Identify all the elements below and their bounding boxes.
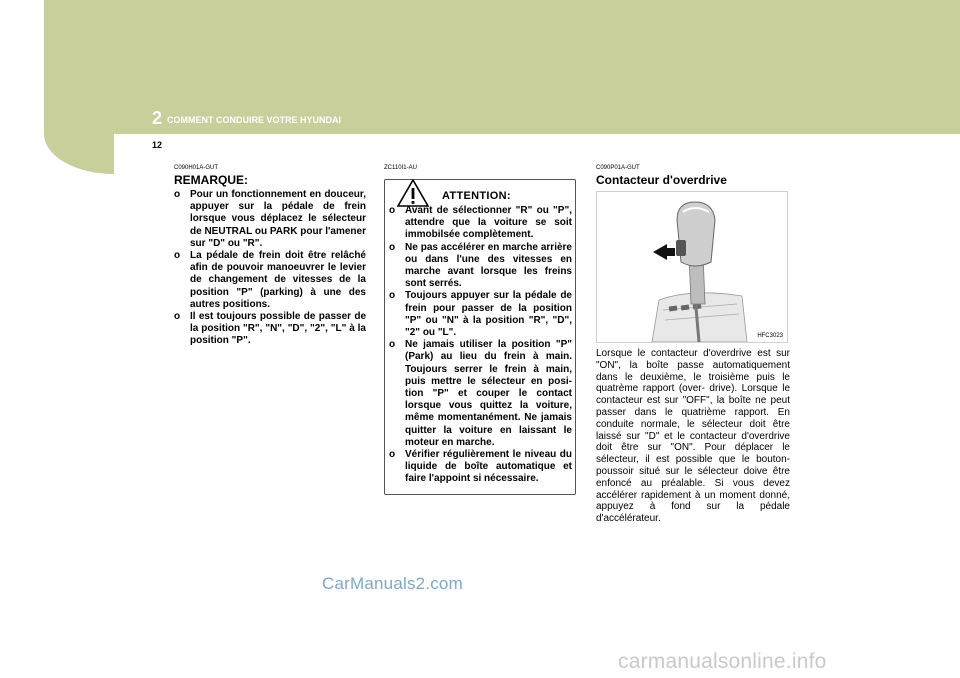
header-band-curve (44, 134, 114, 174)
list-item-text: Avant de sélectionner "R" ou "P", attendre que la voiture se soit immobilsée complètement. (405, 205, 572, 241)
bullet: o (174, 250, 181, 262)
bullet: o (389, 449, 396, 461)
bullet: o (174, 189, 181, 200)
gear-selector-figure (596, 191, 788, 343)
section-code: C090P01A-GUT (596, 165, 640, 171)
bullet: o (389, 290, 396, 302)
list-item (389, 205, 572, 242)
list-item (174, 311, 366, 348)
gear-selector-illustration (597, 192, 787, 342)
list-item-text: Vérifier régulièrement le niveau du liquide de boîte automatique et faire l'appoint si nécessaire. (405, 449, 572, 485)
bullet: o (389, 205, 396, 216)
watermark-carmanualsonline: carmanualsonline.info (618, 650, 827, 673)
list-item-text: Il est toujours possible de passer de la position "R", "N", "D", "2", "L" à la position "P". (190, 311, 366, 347)
overdrive-column (596, 164, 790, 525)
figure-code: HFC3023 (757, 333, 783, 339)
list-item (389, 290, 572, 339)
list-item-text: Ne pas accélérer en marche arrière ou dans l'une des vitesses en marche avant lorsque les freins sont serrés. (405, 241, 572, 290)
warning-title: ATTENTION: (442, 190, 511, 202)
list-item (389, 449, 572, 486)
remark-heading: REMARQUE: (174, 173, 248, 187)
section-code: C090H01A-GUT (174, 165, 219, 171)
chapter-title: COMMENT CONDUIRE VOTRE HYUNDAI (167, 115, 342, 125)
list-item (174, 189, 366, 250)
chapter-number: 2 (152, 108, 163, 128)
warning-list (389, 205, 572, 486)
bullet: o (174, 311, 181, 323)
watermark-carmanuals2: CarManuals2.com (322, 574, 463, 593)
list-item-text: Pour un fonctionnement en douceur, appuyer sur la pédale de frein lorsque vous déplacez le sélecteur de NEUTRAL ou PARK pour l'amener sur "D" ou "R". (190, 189, 366, 249)
list-item-text: La pédale de frein doit être relâché afin de pouvoir manoeuvrer le levier de changement de vitesses de la position "P" (parking) à une des autres positions. (190, 250, 366, 310)
overdrive-heading: Contacteur d'overdrive (596, 173, 727, 187)
warning-column (384, 164, 576, 495)
warning-triangle-icon (397, 179, 429, 207)
header-band (44, 0, 960, 134)
list-item-text: Toujours appuyer sur la pédale de frein pour passer de la position "P" ou "N" à la position "R", "D", "2" ou "L". (405, 290, 572, 339)
bullet: o (389, 339, 396, 351)
bullet: o (389, 241, 396, 253)
warning-box (384, 179, 576, 495)
section-code: ZC110I1-AU (384, 165, 417, 171)
page-number: 12 (152, 140, 163, 150)
remark-list (174, 189, 366, 348)
list-item-text: Ne jamais utiliser la position "P" (Park) au lieu du frein à main. Toujours serrer le frein à main, puis mettre le sélecteur en posi- tion "P" et couper le contact lorsque vous quittez la voiture, même momentanément. Ne jamais quitter la voiture en laissant le moteur en marche. (405, 339, 572, 448)
remark-column (174, 164, 366, 348)
list-item (389, 242, 572, 291)
list-item (389, 339, 572, 449)
overdrive-body: Lorsque le contacteur d'overdrive est sur "ON", la boîte passe automatiquement dans le deuxième, le troisième puis le quatrème rapport (over- drive). Lorsque le contacteur est sur "OFF", la boîte ne peut passer dans le quatrième rapport. En conduite normale, le sélecteur doit être laissé sur "D" et le contacteur d'overdrive doit être sur "ON". Pour déplacer le sélecteur, il est possible que le bouton-poussoir situé sur le sélecteur doive être enfoncé au préalable. Si vous devez accélérer rapidement à un moment donné, appuyez à fond sur la pédale d'accélérateur. (596, 348, 790, 525)
list-item (174, 250, 366, 311)
